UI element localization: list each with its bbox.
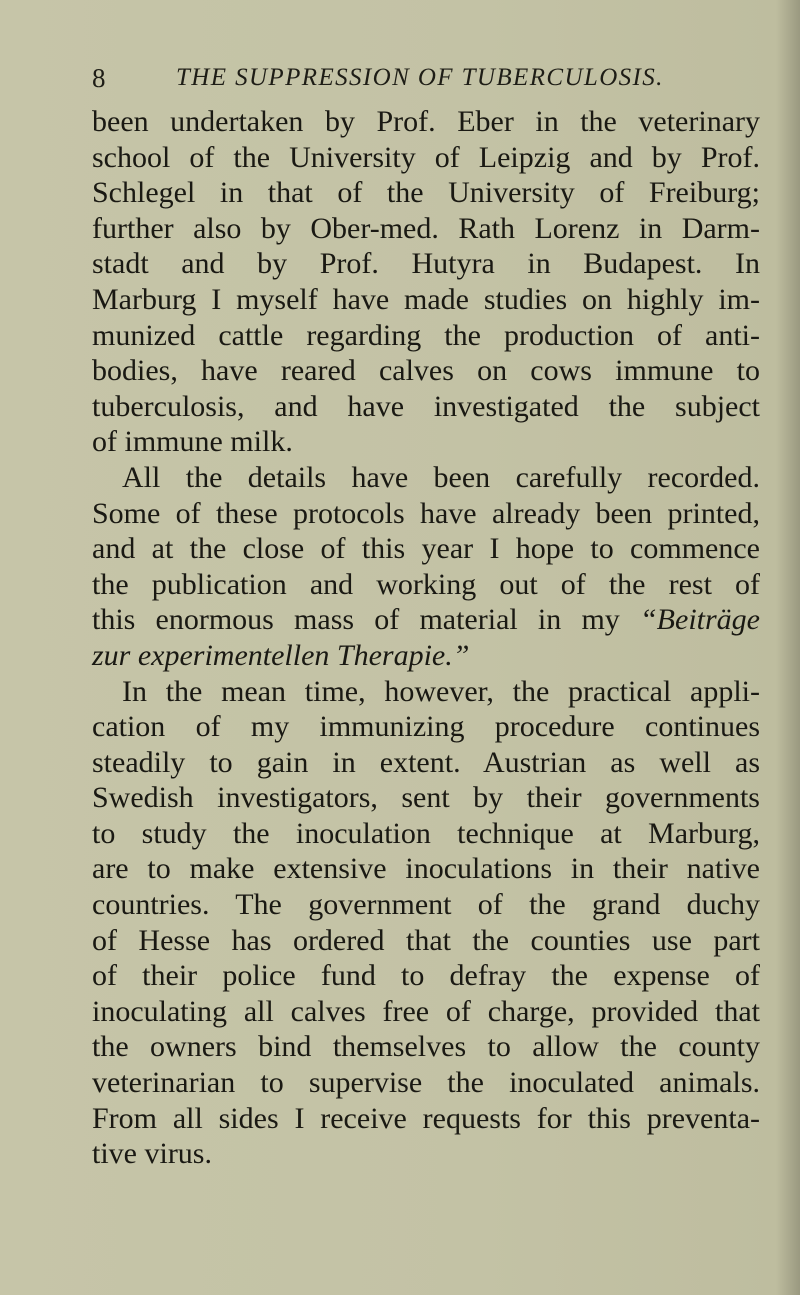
- italic-title-line: zur experimentellen Therapie.”: [92, 638, 470, 672]
- text-line: school of the University of Leipzig and by Prof.: [92, 140, 760, 174]
- text-line: Swedish investigators, sent by their governments: [92, 781, 760, 815]
- text-line: bodies, have reared calves on cows immune to: [92, 354, 760, 388]
- text-line: countries. The government of the grand duchy: [92, 888, 760, 922]
- running-head: [92, 60, 722, 96]
- text-line: been undertaken by Prof. Eber in the veterinary: [92, 105, 760, 138]
- text-line: the owners bind themselves to allow the county: [92, 1030, 760, 1064]
- text-line: tive virus.: [92, 1137, 212, 1171]
- running-title: THE SUPPRESSION OF TUBERCULOSIS.: [176, 64, 664, 91]
- text-line: and at the close of this year I hope to commence: [92, 532, 760, 566]
- text-line: In the mean time, however, the practical appli-: [122, 674, 760, 708]
- text-line: steadily to gain in extent. Austrian as well as: [92, 745, 760, 779]
- text-line: Some of these protocols have already been printed,: [92, 496, 760, 530]
- text-line: inoculating all calves free of charge, provided that: [92, 994, 760, 1028]
- text-line: further also by Ober-med. Rath Lorenz in Darm-: [92, 211, 760, 245]
- text-line: of Hesse has ordered that the counties use part: [92, 923, 760, 957]
- text-line: of their police fund to defray the expense of: [92, 959, 760, 993]
- italic-title-segment: “Beiträge: [640, 603, 760, 637]
- text-line: are to make extensive inoculations in their native: [92, 852, 760, 886]
- text-line-mixed: [92, 602, 760, 638]
- page-number: 8: [92, 63, 106, 93]
- text-line: tuberculosis, and have investigated the subject: [92, 389, 760, 423]
- text-line: Schlegel in that of the University of Freiburg;: [92, 176, 760, 210]
- text-line: the publication and working out of the rest of: [92, 567, 760, 601]
- text-line: All the details have been carefully recorded.: [122, 460, 760, 494]
- body-text: [92, 104, 760, 1172]
- text-line: of immune milk.: [92, 425, 293, 459]
- text-line: to study the inoculation technique at Marburg,: [92, 816, 760, 850]
- text-line: From all sides I receive requests for this preventa-: [92, 1101, 760, 1135]
- text-line: Marburg I myself have made studies on highly im-: [92, 282, 760, 316]
- text-line: cation of my immunizing procedure continues: [92, 710, 760, 744]
- text-line: stadt and by Prof. Hutyra in Budapest. In: [92, 247, 760, 281]
- text-line: veterinarian to supervise the inoculated animals.: [92, 1066, 760, 1100]
- text-line: munized cattle regarding the production of anti-: [92, 318, 760, 352]
- text-segment: this enormous mass of material in my: [92, 603, 620, 637]
